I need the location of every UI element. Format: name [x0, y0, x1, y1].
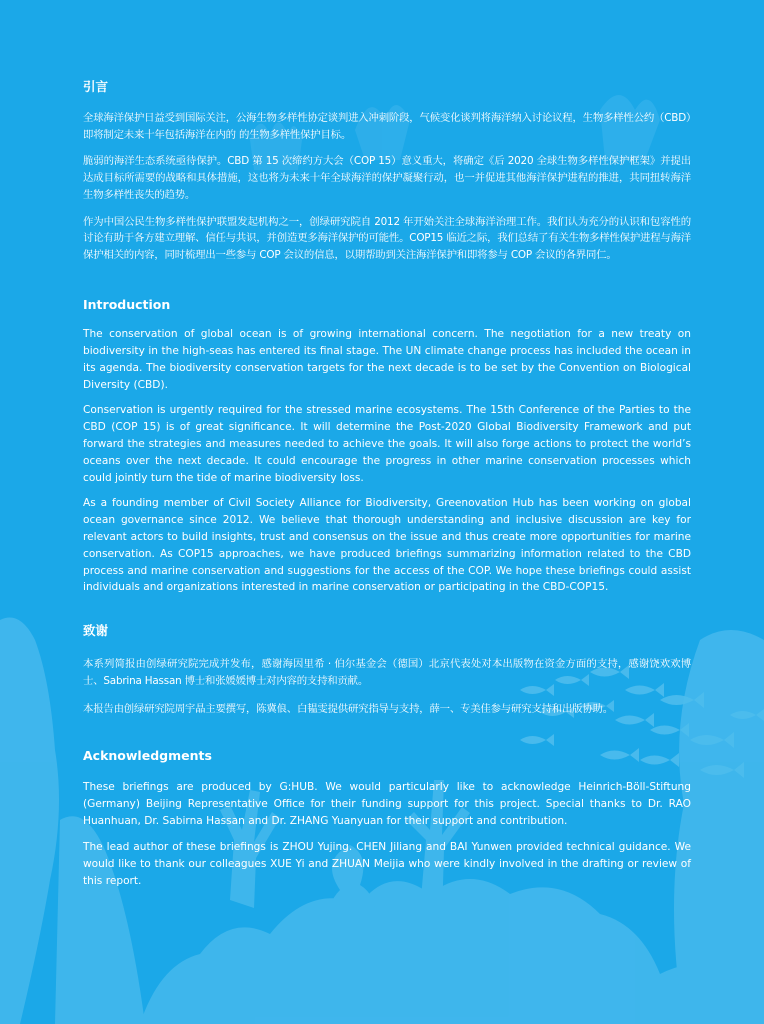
- intro-en-section: [83, 296, 691, 596]
- rock-left-icon: [0, 618, 59, 1024]
- intro-en-paragraph: As a founding member of Civil Society Alliance for Biodiversity, Greenovation Hub has been working on global ocean governance since 2012. We believe that thorough understanding and inclusive discussion are key for relevant actors to build insights, trust and consensus on the issue and thus create more opportunities for marine conservation. As COP15 approaches, we have produced briefings summarizing information related to the CBD process and marine conservation and suggestions for the access of the COP. We hope these briefings could assist individuals and organizations interested in marine conservation or participating in the CBD-COP15.: [83, 497, 691, 594]
- ack-zh-paragraph: 本报告由创绿研究院周宇晶主要撰写，陈冀俍、白韫雯提供研究指导与支持，薛一、专美佳参与研究支持和出版协助。: [83, 703, 613, 716]
- intro-zh-paragraph: 全球海洋保护日益受到国际关注，公海生物多样性协定谈判进入冲刺阶段，气候变化谈判将海洋纳入讨论议程，生物多样性公约（CBD）即将制定未来十年包括海洋在内的 的生物多样性保护目标。: [83, 112, 691, 141]
- ack-en-section: [83, 747, 691, 890]
- intro-zh-heading: 引言: [83, 79, 109, 94]
- intro-zh-section: [83, 78, 691, 264]
- ack-zh-paragraph: 本系列简报由创绿研究院完成并发布，感谢海因里希 · 伯尔基金会（德国）北京代表处对本出版物在资金方面的支持，感谢饶欢欢博士、Sabrina Hassan 博士和张媛媛博士对内容的支持和贡献。: [83, 658, 691, 688]
- ack-en-paragraph: The lead author of these briefings is ZHOU Yujing. CHEN Jiliang and BAI Yunwen provided technical guidance. We would like to thank our colleagues XUE Yi and ZHUAN Meijia who were kindly involved in the drafting or review of this report.: [83, 841, 691, 887]
- intro-en-paragraph: Conservation is urgently required for the stressed marine ecosystems. The 15th Conference of the Parties to the CBD (COP 15) is of great significance. It will determine the Post-2020 Global Biodiversity Framework and put forward the strategies and measures needed to achieve the goals. It will also forge actions to protect the world’s oceans over the next decade. It could encourage the progress in other marine conservation processes which could jointly turn the tide of marine biodiversity loss.: [83, 404, 691, 484]
- intro-zh-paragraph: 脆弱的海洋生态系统亟待保护。CBD 第 15 次缔约方大会（COP 15）意义重大，将确定《后 2020 全球生物多样性保护框架》并提出达成目标所需要的战略和具体措施，这也将为未来十年全球海洋的保护凝聚行动，也一并促进其他海洋保护进程的推进，共同扭转海洋生物多样性丧失的趋势。: [83, 155, 691, 202]
- ack-zh-heading: 致谢: [83, 623, 109, 639]
- intro-zh-paragraph: 作为中国公民生物多样性保护联盟发起机构之一，创绿研究院自 2012 年开始关注全球海洋治理工作。我们认为充分的认识和包容性的讨论有助于各方建立理解、信任与共识，并创造更多海洋保护的可能性。COP15 临近之际，我们总结了有关生物多样性保护进程与海洋保护相关的内容，同时梳理出一些参与 COP 会议的信息，以期帮助到关注海洋保护和即将参与 COP 会议的各界同仁。: [83, 215, 691, 262]
- ack-en-heading: Acknowledgments: [83, 747, 212, 763]
- ack-en-paragraph: These briefings are produced by G:HUB. We would particularly like to acknowledge Heinrich-Böll-Stiftung (Germany) Beijing Representative Office for their funding support for this project. Special thanks to Dr. RAO Huanhuan, Dr. Sabirna Hassan and Dr. ZHANG Yuanyuan for their support and contribution.: [83, 780, 691, 827]
- ack-zh-section: [83, 622, 691, 718]
- intro-en-paragraph: The conservation of global ocean is of growing international concern. The negotiation for a new treaty on biodiversity in the high-seas has entered its final stage. The UN climate change process has included the ocean in its agenda. The biodiversity conservation targets for the next decade is to be set by the Convention on Biological Diversity (CBD).: [83, 328, 691, 391]
- intro-en-heading: Introduction: [83, 297, 171, 313]
- document-content: [83, 78, 691, 900]
